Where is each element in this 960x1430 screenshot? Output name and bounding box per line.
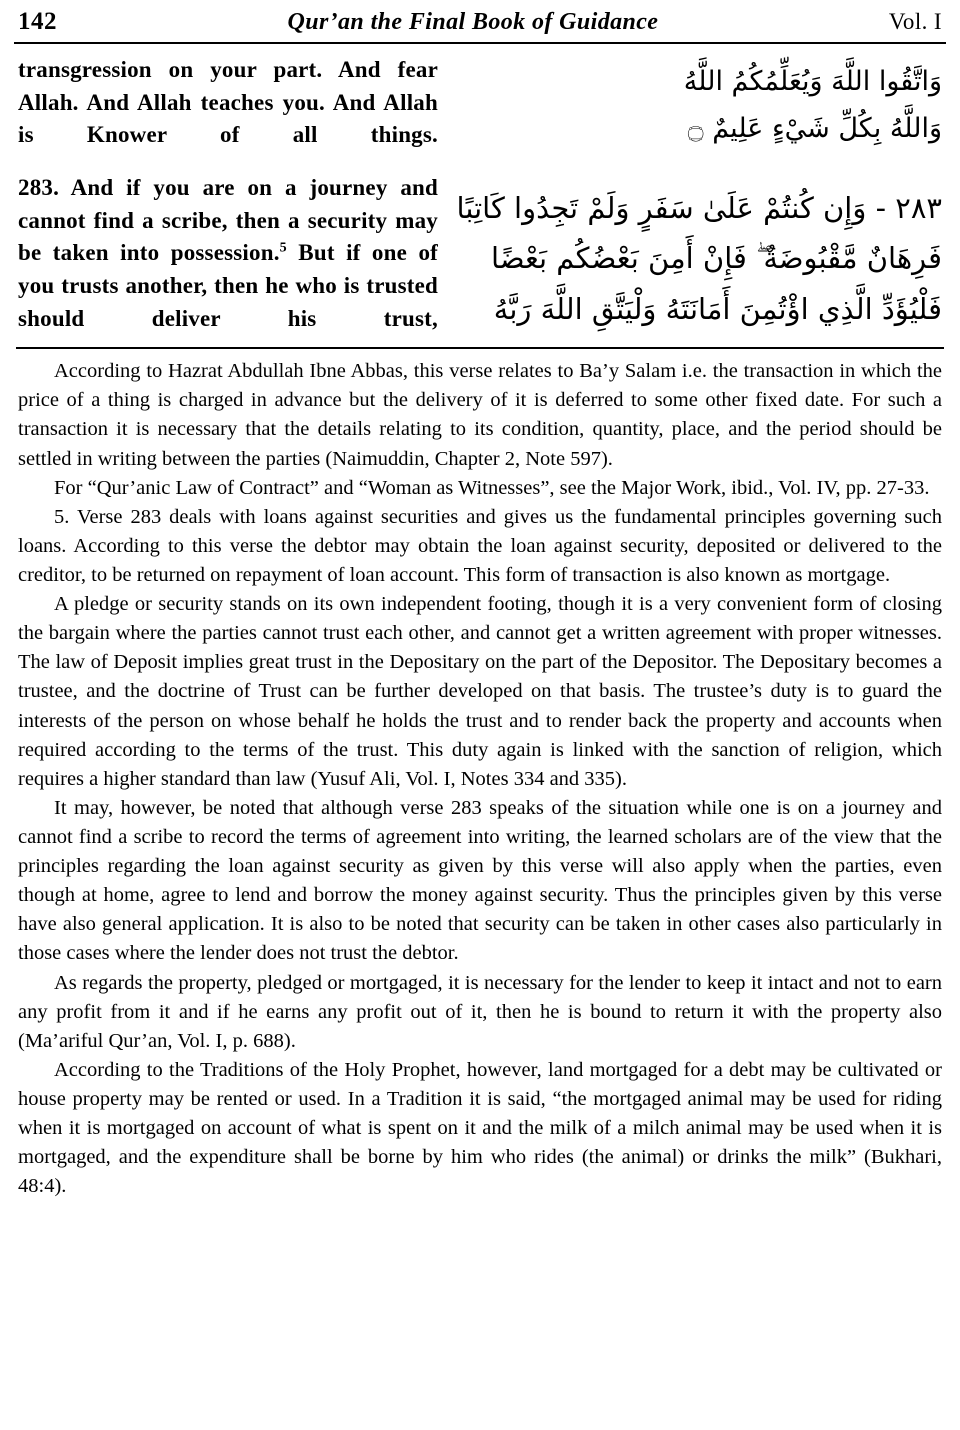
verse-translation-continued: transgression on your part. And fear Allah. And Allah teaches you. And Allah is Knower of all things.: [18, 57, 438, 148]
page-header: [14, 8, 946, 40]
verse-283-text-part2: But if one of you trusts another, then he who is trusted should deliver his trust,: [18, 240, 439, 331]
verse-283-text-part1: 283. And if you are on a journey and cannot find a scribe, then a security may be taken into possession.: [18, 174, 438, 266]
translation-column: [18, 54, 448, 335]
volume-label: Vol. I: [888, 9, 942, 34]
arabic-spacer: [452, 153, 942, 183]
commentary-paragraph-5: It may, however, be noted that although verse 283 speaks of the situation while one is on a journey and cannot find a scribe to record the terms of agreement into writing, the learned scholars are of the view that the principles regarding the loan against security as given by this verse will also apply when the parties, even though at home, agree to lend and borrow the money against security. Thus the principles given by this verse have also general application. It is also to be noted that security can be taken in other cases also particularly in those cases where the lender does not trust the debtor.: [18, 796, 942, 965]
commentary-paragraph-4: A pledge or security stands on its own independent footing, though it is a very convenient form of closing the bargain where the parties cannot trust each other, and cannot get a written agreement with proper witnesses. The law of Deposit implies great trust in the Depositary on the part of the Depositor. The Depositary becomes a trustee, and the doctrine of Trust can be further developed on that basis. The trustee’s duty is to guard the interests of the person on whose behalf he holds the trust and to render back the property and accounts when required according to the terms of the trust. This duty again is linked with the sanction of religion, which requires a higher standard than law (Yusuf Ali, Vol. I, Notes 334 and 335).: [18, 593, 942, 790]
commentary-paragraph-3: 5. Verse 283 deals with loans against securities and gives us the fundamental principles governing such loans. According to this verse the debtor may obtain the loan against security, deposited or delivered to the creditor, to be returned on repayment of loan account. This form of transaction is also known as mortgage.: [18, 505, 942, 587]
footnote-marker: 5: [279, 240, 287, 256]
arabic-line-4: فَرِهَانٌ مَّقْبُوضَةٌ ۖ فَإِنْ أَمِنَ بَعْضُكُم بَعْضًا: [491, 241, 942, 276]
arabic-line-5: فَلْيُؤَدِّ الَّذِي اؤْتُمِنَ أَمَانَتَهُ وَلْيَتَّقِ اللَّهَ رَبَّهُ: [493, 292, 942, 326]
commentary-paragraph-6: As regards the property, pledged or mortgaged, it is necessary for the lender to keep it intact and not to earn any profit from it and if he earns any profit out of it, then he is bound to return it with the property also (Ma’ariful Qur’an, Vol. I, p. 688).: [18, 971, 942, 1052]
arabic-line-1: وَاتَّقُوا اللَّهَ وَيُعَلِّمُكُمُ اللَّهُ: [683, 66, 942, 97]
arabic-column: [448, 54, 942, 335]
arabic-line-3: ٢٨٣ - وَإِن كُنتُمْ عَلَىٰ سَفَرٍ وَلَمْ تَجِدُوا كَاتِبًا: [456, 190, 942, 225]
scripture-block: [14, 44, 946, 335]
commentary-paragraph-1: According to Hazrat Abdullah Ibne Abbas, this verse relates to Ba’y Salam i.e. the transaction in which the price of a thing is charged in advance but the delivery of it is deferred to some other fixed date. For such a transaction it is necessary that the details relating to its condition, quantity, place, and the period should be settled in writing between the parties (Naimuddin, Chapter 2, Note 597).: [18, 360, 942, 470]
page-number: 142: [18, 8, 57, 35]
commentary-paragraph-7: According to the Traditions of the Holy Prophet, however, land mortgaged for a debt may be cultivated or house property may be rented or used. In a Tradition it is said, “the mortgaged animal may be used for riding when it is mortgaged on account of what is spent on it and the milk of a milch animal may be used when it is mortgaged, and the expenditure shall be borne by him who rides (the animal) or drinks the milk” (Bukhari, 48:4).: [18, 1058, 942, 1198]
book-title: Qur’an the Final Book of Guidance: [287, 9, 659, 35]
arabic-line-2: وَاللَّهُ بِكُلِّ شَيْءٍ عَلِيمٌ ۝: [687, 113, 942, 145]
commentary-section: [14, 349, 946, 1201]
verse-translation-283: [18, 172, 438, 335]
commentary-paragraph-2: For “Qur’anic Law of Contract” and “Woman as Witnesses”, see the Major Work, ibid., Vol. IV, pp. 27-33.: [54, 476, 930, 499]
